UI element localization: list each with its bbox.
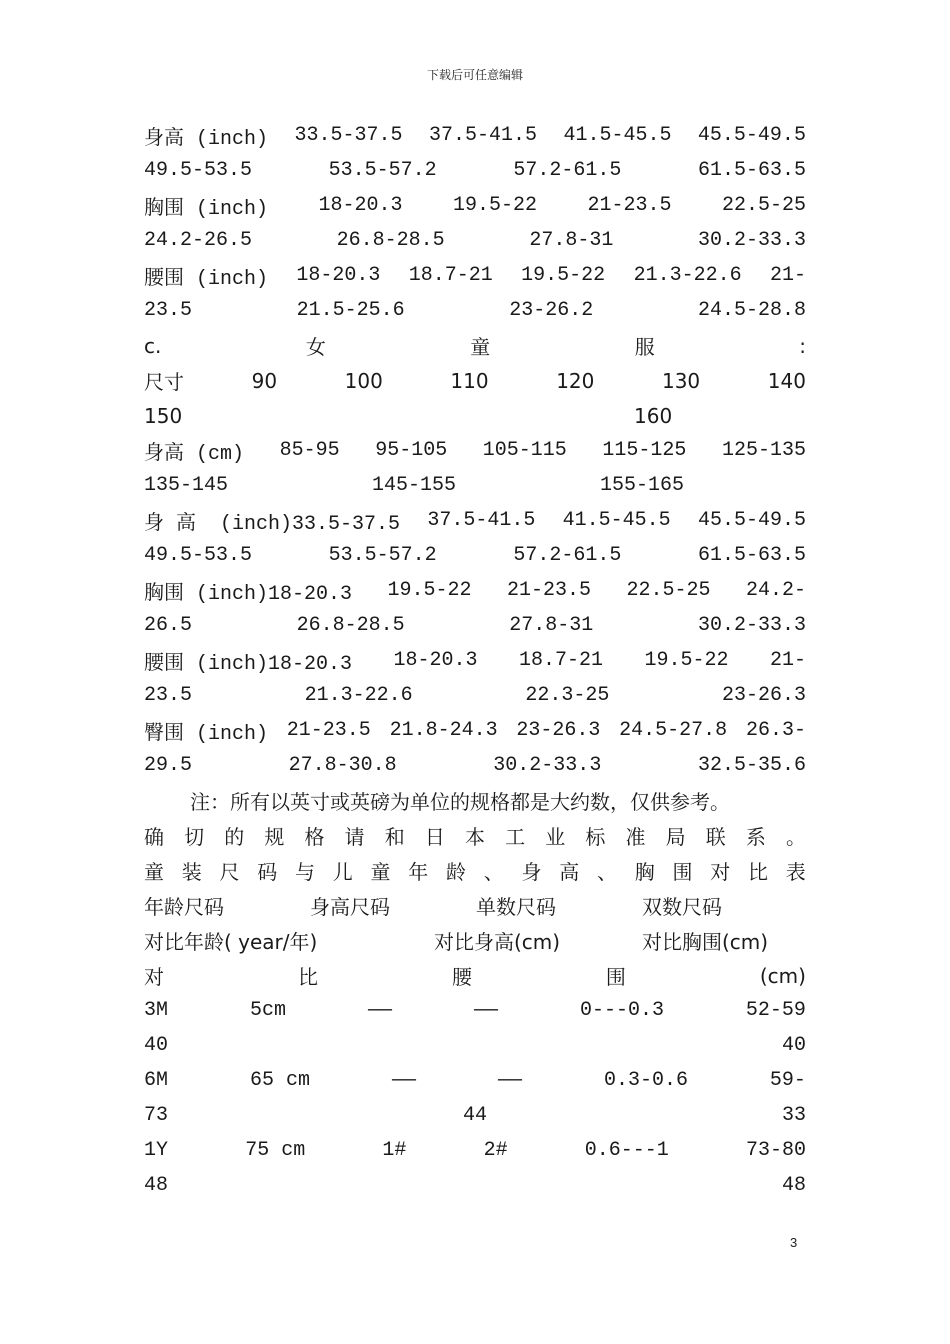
value-cell: 53.5-57.2 <box>328 544 437 567</box>
column-header-char: 对 <box>144 965 164 989</box>
table-cell: 75 cm <box>245 1139 306 1162</box>
column-header: 单数尺码 <box>476 895 556 919</box>
value-cell: 26.3- <box>745 719 806 742</box>
heading-char: 表 <box>785 860 806 884</box>
text-line <box>144 118 806 153</box>
heading-char: 儿 <box>332 860 353 884</box>
table-cell: 0---0.3 <box>579 999 664 1022</box>
text-line <box>144 503 806 538</box>
row-label: 腰围 (inch)18-20.3 <box>144 652 353 676</box>
table-row <box>144 1133 806 1168</box>
note-text: 注：所有以英寸或英磅为单位的规格都是大约数，仅供参考。 <box>190 790 730 814</box>
value-cell: 22.5-25 <box>626 579 711 602</box>
text-line <box>144 853 806 888</box>
column-header: 对比年龄( year/年) <box>144 930 318 954</box>
table-cell: 48 <box>144 1174 169 1197</box>
note-char: 标 <box>585 825 606 849</box>
table-cell: 52-59 <box>745 999 806 1022</box>
value-cell: 21.3-22.6 <box>304 684 413 707</box>
table-cell: 1Y <box>144 1139 169 1162</box>
table-cell: —— <box>391 1069 416 1092</box>
value-cell: 110 <box>450 368 489 393</box>
table-cell: 44 <box>462 1104 487 1127</box>
table-cell: —— <box>367 999 392 1022</box>
column-header: 身高尺码 <box>310 895 390 919</box>
value-cell: 22.3-25 <box>525 684 610 707</box>
value-cell: 18-20.3 <box>296 264 381 287</box>
document-body <box>144 118 806 1203</box>
text-line <box>144 818 806 853</box>
text-line <box>144 643 806 678</box>
value-cell: 90 <box>251 368 278 393</box>
table-cell: 0.3-0.6 <box>603 1069 688 1092</box>
heading-char: 童 <box>144 860 164 884</box>
value-cell: 19.5-22 <box>452 194 537 217</box>
section-title-char: 服 <box>634 335 655 359</box>
value-cell: 135-145 <box>144 474 229 497</box>
heading-char: 童 <box>370 860 391 884</box>
row-label: 身 高 (inch)33.5-37.5 <box>144 512 401 536</box>
value-cell: 61.5-63.5 <box>697 159 806 182</box>
text-line <box>144 153 806 188</box>
text-line <box>144 188 806 223</box>
heading-char: 龄 <box>446 860 466 884</box>
table-cell: 1# <box>382 1139 407 1162</box>
note-char: 切 <box>184 825 205 849</box>
heading-char: 码 <box>257 860 278 884</box>
value-cell: 27.8-31 <box>529 229 614 252</box>
heading-char: 对 <box>710 860 731 884</box>
value-cell: 24.2- <box>745 579 806 602</box>
text-line <box>144 783 806 818</box>
section-title-char: : <box>799 333 806 358</box>
value-cell: 24.2-26.5 <box>144 229 253 252</box>
note-char: 局 <box>665 825 686 849</box>
value-cell: 21-23.5 <box>506 579 591 602</box>
row-label: 胸围 (inch) <box>144 197 269 221</box>
value-cell: 21.3-22.6 <box>633 264 742 287</box>
table-cell: 5cm <box>249 999 286 1022</box>
table-cell: 65 cm <box>249 1069 310 1092</box>
note-char: 。 <box>786 825 806 849</box>
value-cell: 23-26.3 <box>721 684 806 707</box>
value-cell: 37.5-41.5 <box>428 124 537 147</box>
heading-char: 身 <box>521 860 542 884</box>
text-line <box>144 538 806 573</box>
column-header-char: 比 <box>297 965 318 989</box>
column-header: 对比身高(cm) <box>434 930 561 954</box>
table-cell: —— <box>473 999 498 1022</box>
value-cell: 49.5-53.5 <box>144 544 253 567</box>
table-row <box>144 1063 806 1098</box>
text-line <box>144 293 806 328</box>
value-cell: 30.2-33.3 <box>493 754 602 777</box>
table-row <box>144 1098 806 1133</box>
note-char: 和 <box>384 825 405 849</box>
heading-char: 尺 <box>219 860 240 884</box>
value-cell: 21- <box>769 649 806 672</box>
value-cell: 23-26.2 <box>509 299 594 322</box>
table-cell: 48 <box>781 1174 806 1197</box>
text-line <box>144 923 806 958</box>
value-cell: 57.2-61.5 <box>513 159 622 182</box>
table-cell: —— <box>497 1069 522 1092</box>
note-char: 规 <box>264 825 285 849</box>
value-cell: 21-23.5 <box>587 194 672 217</box>
value-cell: 23.5 <box>144 299 193 322</box>
value-cell: 45.5-49.5 <box>697 509 806 532</box>
column-header-char: 腰 <box>451 965 472 989</box>
heading-char: 年 <box>408 860 429 884</box>
value-cell: 33.5-37.5 <box>294 124 403 147</box>
note-char: 系 <box>745 825 766 849</box>
text-line <box>144 713 806 748</box>
column-header: 双数尺码 <box>642 895 722 919</box>
section-marker: c. <box>144 333 162 358</box>
column-header: 对比胸围(cm) <box>642 930 769 954</box>
value-cell: 155-165 <box>600 474 685 497</box>
value-cell: 30.2-33.3 <box>697 614 806 637</box>
table-cell: 73 <box>144 1104 169 1127</box>
value-cell: 26.8-28.5 <box>336 229 445 252</box>
note-char: 准 <box>625 825 646 849</box>
note-char: 联 <box>705 825 726 849</box>
value-cell: 41.5-45.5 <box>562 509 671 532</box>
value-cell: 95-105 <box>375 439 448 462</box>
value-cell: 24.5-28.8 <box>697 299 806 322</box>
value-cell: 24.5-27.8 <box>619 719 728 742</box>
text-line <box>144 223 806 258</box>
heading-char: 装 <box>181 860 202 884</box>
value-cell: 21- <box>769 264 806 287</box>
value-cell: 27.8-30.8 <box>288 754 397 777</box>
note-char: 工 <box>505 825 526 849</box>
heading-char: 胸 <box>634 860 655 884</box>
value-cell: 145-155 <box>372 474 457 497</box>
value-cell: 37.5-41.5 <box>427 509 536 532</box>
heading-char: 比 <box>748 860 768 884</box>
text-line <box>144 573 806 608</box>
row-label: 身高 (cm) <box>144 442 245 466</box>
value-cell: 105-115 <box>482 439 567 462</box>
value-cell: 21-23.5 <box>286 719 371 742</box>
value-cell: 140 <box>767 368 806 393</box>
column-header-char: (cm) <box>759 963 806 988</box>
value-cell: 22.5-25 <box>721 194 806 217</box>
value-cell: 130 <box>661 368 701 393</box>
value-cell: 27.8-31 <box>509 614 594 637</box>
table-cell: 40 <box>781 1034 806 1057</box>
value-cell: 19.5-22 <box>644 649 729 672</box>
value-cell: 18.7-21 <box>408 264 493 287</box>
table-cell: 0.6---1 <box>584 1139 669 1162</box>
heading-char: 、 <box>483 860 504 884</box>
page-number: 3 <box>790 1235 798 1250</box>
value-cell: 26.8-28.5 <box>296 614 405 637</box>
table-row <box>144 993 806 1028</box>
value-cell: 18-20.3 <box>318 194 403 217</box>
value-cell: 41.5-45.5 <box>563 124 672 147</box>
value-cell: 115-125 <box>602 439 687 462</box>
text-line <box>144 468 806 503</box>
note-char: 请 <box>344 825 365 849</box>
value-cell: 18.7-21 <box>518 649 603 672</box>
value-cell: 21.5-25.6 <box>296 299 405 322</box>
value-cell: 150 <box>144 403 183 428</box>
row-label: 尺寸 <box>144 370 184 394</box>
heading-char: 、 <box>597 860 617 884</box>
note-char: 确 <box>144 825 164 849</box>
value-cell: 23-26.3 <box>516 719 601 742</box>
value-cell: 32.5-35.6 <box>697 754 806 777</box>
note-char: 业 <box>545 825 566 849</box>
table-cell: 40 <box>144 1034 169 1057</box>
row-label: 腰围 (inch) <box>144 267 269 291</box>
value-cell: 18-20.3 <box>393 649 478 672</box>
value-cell: 61.5-63.5 <box>697 544 806 567</box>
text-line <box>144 748 806 783</box>
value-cell: 30.2-33.3 <box>697 229 806 252</box>
note-char: 的 <box>224 825 245 849</box>
row-label: 臀围 (inch) <box>144 722 269 746</box>
value-cell: 120 <box>556 368 595 393</box>
page-header: 下载后可任意编辑 <box>426 68 523 82</box>
table-cell: 33 <box>781 1104 806 1127</box>
note-char: 格 <box>304 825 325 849</box>
row-label: 胸围 (inch)18-20.3 <box>144 582 353 606</box>
table-cell: 2# <box>483 1139 508 1162</box>
value-cell: 26.5 <box>144 614 193 637</box>
table-cell: 6M <box>144 1069 169 1092</box>
column-header-char: 围 <box>605 965 626 989</box>
table-cell: 73-80 <box>745 1139 806 1162</box>
heading-char: 高 <box>559 860 580 884</box>
heading-char: 与 <box>295 860 315 884</box>
note-char: 日 <box>424 825 445 849</box>
text-line <box>144 958 806 993</box>
text-line <box>144 888 806 923</box>
table-row <box>144 1168 806 1203</box>
value-cell: 19.5-22 <box>387 579 472 602</box>
value-cell: 57.2-61.5 <box>513 544 622 567</box>
table-cell: 59- <box>769 1069 806 1092</box>
row-label: 身高 (inch) <box>144 127 269 151</box>
value-cell: 45.5-49.5 <box>697 124 806 147</box>
text-line <box>144 328 806 363</box>
value-cell: 49.5-53.5 <box>144 159 253 182</box>
column-header: 年龄尺码 <box>144 895 224 919</box>
text-line <box>144 433 806 468</box>
value-cell: 53.5-57.2 <box>328 159 437 182</box>
value-cell: 19.5-22 <box>521 264 606 287</box>
value-cell: 29.5 <box>144 754 193 777</box>
value-cell: 125-135 <box>721 439 806 462</box>
value-cell: 21.8-24.3 <box>389 719 498 742</box>
text-line <box>144 608 806 643</box>
text-line <box>144 258 806 293</box>
value-cell: 100 <box>344 368 383 393</box>
text-line <box>144 678 806 713</box>
table-cell: 3M <box>144 999 169 1022</box>
section-title-char: 童 <box>470 335 491 359</box>
note-char: 本 <box>465 825 485 849</box>
heading-char: 围 <box>672 860 693 884</box>
value-cell: 160 <box>634 403 673 428</box>
section-title-char: 女 <box>305 335 326 359</box>
value-cell: 23.5 <box>144 684 193 707</box>
text-line <box>144 398 806 433</box>
table-row <box>144 1028 806 1063</box>
text-line <box>144 363 806 398</box>
value-cell: 85-95 <box>279 439 340 462</box>
